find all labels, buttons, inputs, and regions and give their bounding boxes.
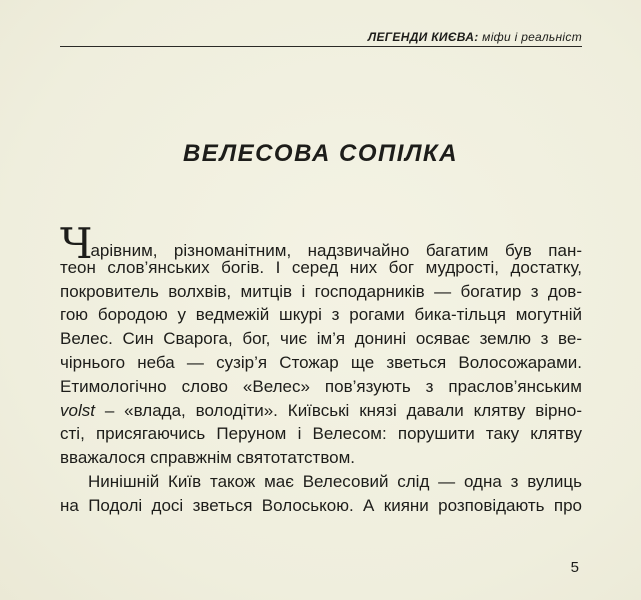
paragraph-line: покровитель волхвів, митців і господарників — богатир з дов- [60,281,582,301]
paragraph-line: чірнього неба — сузір’я Стожар ще зветься Волосожарами. [60,352,582,372]
running-header [60,26,582,47]
paragraph-line: на Подолі досі зветься Волоською. А кияни розповідають про [60,495,582,515]
book-title [368,30,582,44]
line-text: – «влада, володіти». Київські князі давали клятву вірно- [94,400,582,420]
paragraph-line [60,399,582,423]
book-title-subtitle: міфи і реальніст [478,30,582,44]
paragraph-line: Велес. Син Сварога, бог, чиє ім’я донині осяває землю з ве- [60,329,582,349]
paragraph-line: Етимологічно слово «Велес» пов’язують з праслов’янським [60,376,582,396]
italic-word: volst [60,400,95,420]
line-text: арівним, різноманітним, надзвичайно багатим був пан- [90,241,582,260]
drop-cap: Ч [60,219,91,268]
page-number: 5 [570,559,579,576]
book-title-main: ЛЕГЕНДИ КИЄВА: [367,30,479,44]
paragraph-line: Нинішній Київ також має Велесовий слід — одна з вулиць [88,471,582,491]
paragraph-line: сті, присягаючись Перуном і Велесом: порушити таку клятву [60,424,582,444]
body-text [60,219,582,518]
paragraph-line: теон слов’янських богів. І серед них бог мудрості, достатку, [60,257,582,277]
chapter-title: ВЕЛЕСОВА СОПІЛКА [182,140,459,167]
paragraph-line: гою бородою у ведмежій шкурі з рогами бика-тільця могутній [60,305,582,325]
paragraph-line: вважалося справжнім святотатством. [60,448,356,468]
